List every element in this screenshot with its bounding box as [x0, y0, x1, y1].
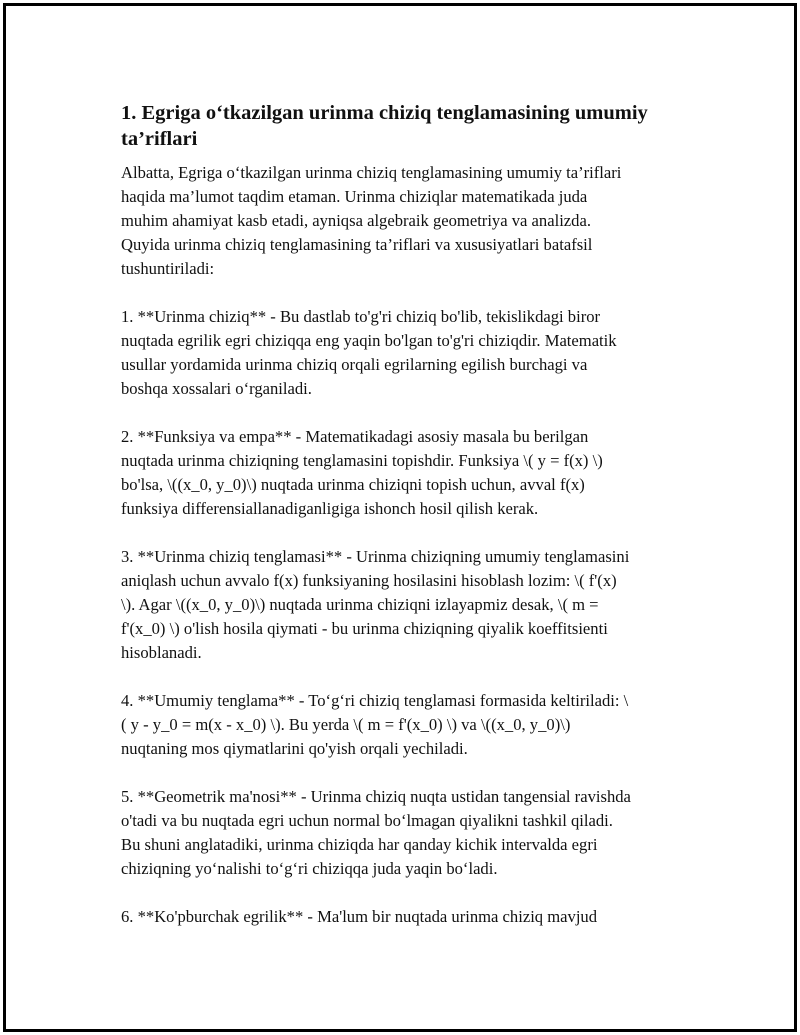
text-line: usullar yordamida urinma chiziq orqali egrilarning egilish burchagi va: [121, 355, 588, 374]
text-line: aniqlash uchun avvalo f(x) funksiyaning hosilasini hisoblash lozim: \( f'(x): [121, 571, 617, 590]
page-frame: [3, 3, 797, 1032]
text-line: boshqa xossalari o‘rganiladi.: [121, 379, 312, 398]
title-line: 1. Egriga o‘tkazilgan urinma chiziq tenglamasining umumiy: [121, 102, 648, 124]
paragraph-item-5: [121, 785, 701, 881]
text-line: haqida ma’lumot taqdim etaman. Urinma chiziqlar matematikada juda: [121, 187, 588, 206]
text-line: 1. **Urinma chiziq** - Bu dastlab to'g'ri chiziq bo'lib, tekislikdagi biror: [121, 307, 601, 326]
text-line: 4. **Umumiy tenglama** - To‘g‘ri chiziq tenglamasi formasida keltiriladi: \: [121, 691, 629, 710]
text-line: Albatta, Egriga o‘tkazilgan urinma chiziq tenglamasining umumiy ta’riflari: [121, 163, 622, 182]
text-line: nuqtada urinma chiziqning tenglamasini topishdir. Funksiya \( y = f(x) \): [121, 451, 603, 470]
intro-paragraph: [121, 161, 701, 281]
text-line: 6. **Ko'pburchak egrilik** - Ma'lum bir nuqtada urinma chiziq mavjud: [121, 907, 598, 926]
document-title: [121, 100, 701, 152]
paragraph-item-4: [121, 689, 701, 761]
title-line: ta’riflari: [121, 128, 198, 150]
text-line: \). Agar \((x_0, y_0)\) nuqtada urinma chiziqni izlayapmiz desak, \( m =: [121, 595, 599, 614]
text-line: nuqtaning mos qiymatlarini qo'yish orqali yechiladi.: [121, 739, 468, 758]
paragraph-item-6: [121, 905, 701, 929]
text-line: ( y - y_0 = m(x - x_0) \). Bu yerda \( m = f'(x_0) \) va \((x_0, y_0)\): [121, 715, 571, 734]
text-line: chiziqning yo‘nalishi to‘g‘ri chiziqqa juda yaqin bo‘ladi.: [121, 859, 498, 878]
paragraph-item-2: [121, 425, 701, 521]
text-line: nuqtada egrilik egri chiziqqa eng yaqin bo'lgan to'g'ri chiziqdir. Matematik: [121, 331, 617, 350]
text-line: o'tadi va bu nuqtada egri uchun normal bo‘lmagan qiyalikni tashkil qiladi.: [121, 811, 613, 830]
text-line: funksiya differensiallanadiganligiga ishonch hosil qilish kerak.: [121, 499, 539, 518]
text-line: 5. **Geometrik ma'nosi** - Urinma chiziq nuqta ustidan tangensial ravishda: [121, 787, 631, 806]
text-line: f'(x_0) \) o'lish hosila qiymati - bu urinma chiziqning qiyalik koeffitsienti: [121, 619, 608, 638]
text-line: muhim ahamiyat kasb etadi, ayniqsa algebraik geometriya va analizda.: [121, 211, 591, 230]
text-line: Bu shuni anglatadiki, urinma chiziqda har qanday kichik intervalda egri: [121, 835, 598, 854]
text-line: 3. **Urinma chiziq tenglamasi** - Urinma chiziqning umumiy tenglamasini: [121, 547, 630, 566]
text-line: bo'lsa, \((x_0, y_0)\) nuqtada urinma chiziqni topish uchun, avval f(x): [121, 475, 585, 494]
text-line: Quyida urinma chiziq tenglamasining ta’riflari va xususiyatlari batafsil: [121, 235, 593, 254]
paragraph-item-1: [121, 305, 701, 401]
text-line: 2. **Funksiya va empa** - Matematikadagi asosiy masala bu berilgan: [121, 427, 589, 446]
text-line: hisoblanadi.: [121, 643, 202, 662]
document-body: [121, 100, 701, 953]
text-line: tushuntiriladi:: [121, 259, 215, 278]
paragraph-item-3: [121, 545, 701, 665]
